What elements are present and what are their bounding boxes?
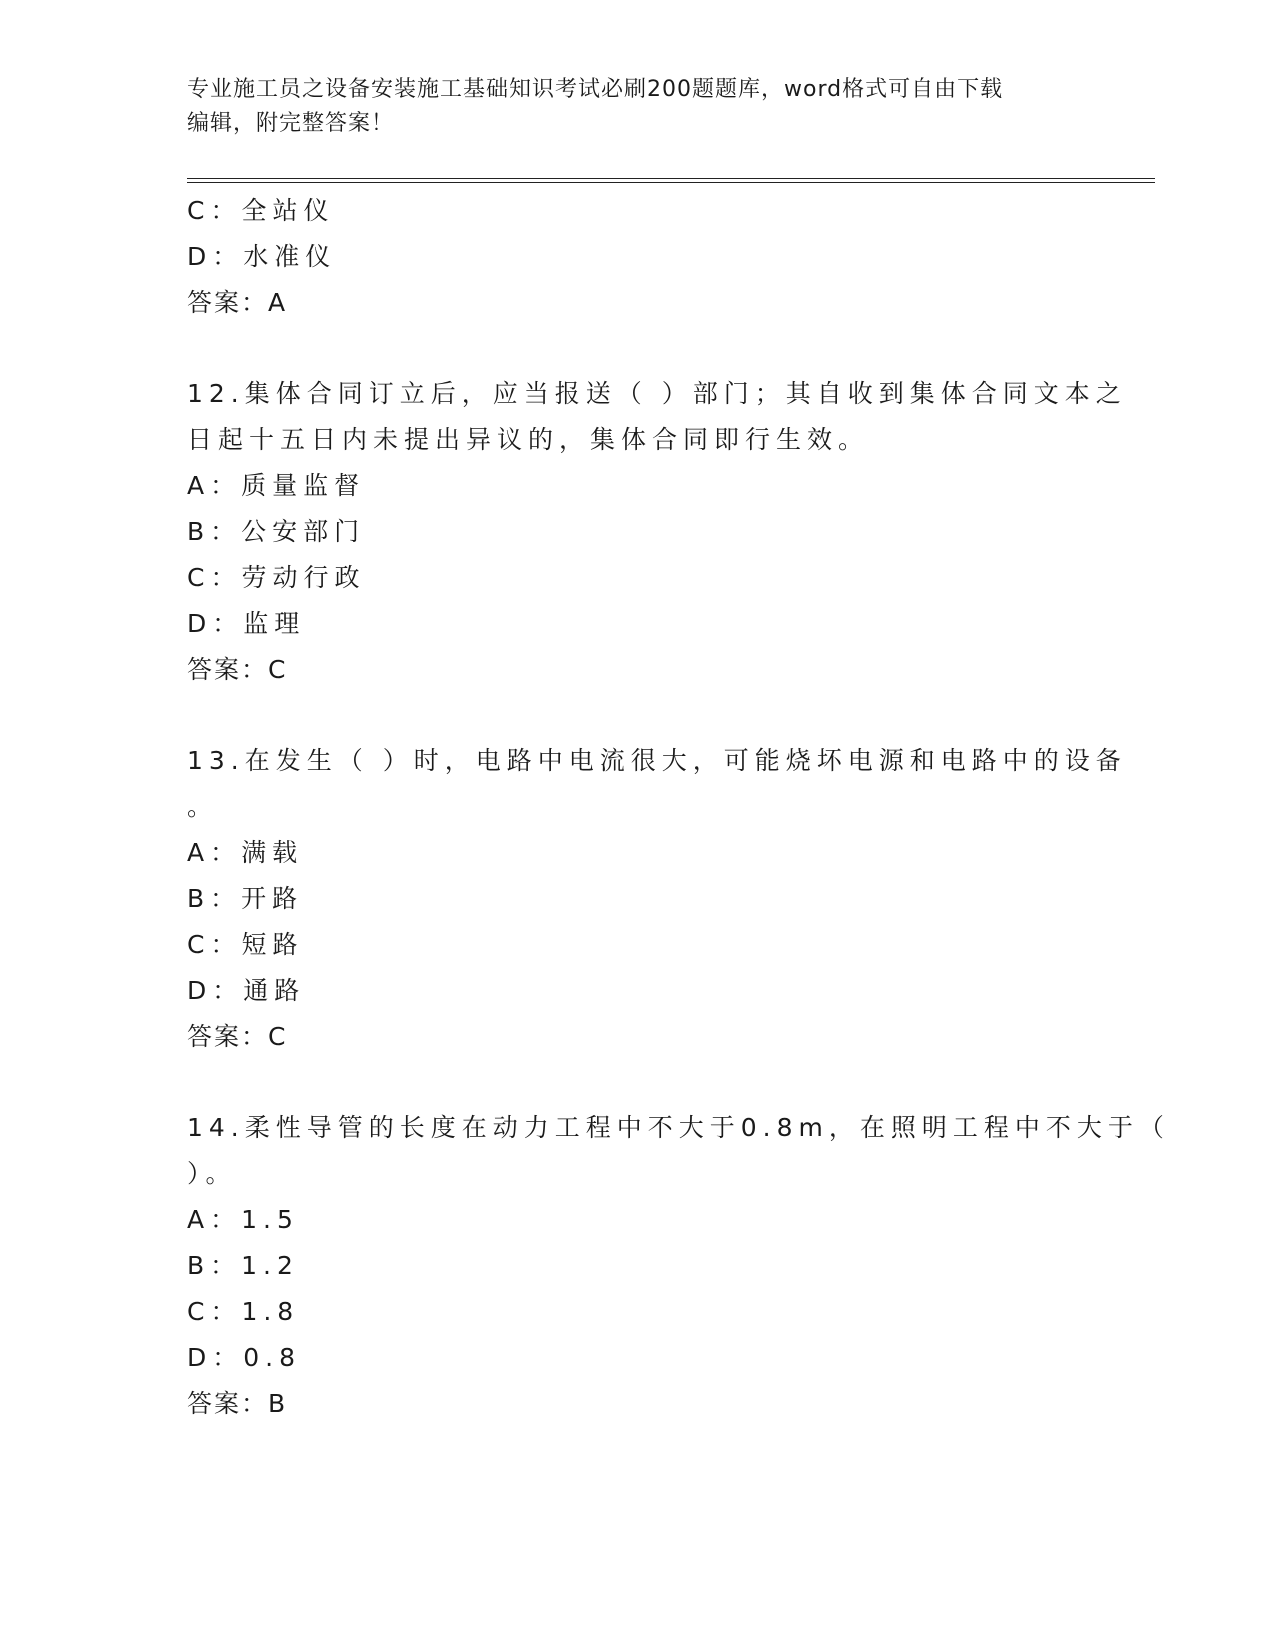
question-text-line: ）。: [187, 1159, 237, 1188]
answer-line: 答案：C: [187, 1022, 288, 1051]
option-c: C：1.8: [187, 1297, 300, 1326]
answer-line: 答案：B: [187, 1389, 288, 1418]
option-b: B：1.2: [187, 1251, 299, 1280]
option-c: C：全站仪: [187, 196, 335, 225]
document-header: [187, 73, 1087, 141]
question-text-line: 14.柔性导管的长度在动力工程中不大于0.8m，在照明工程中不大于（: [187, 1113, 1170, 1142]
question-text-line: 。: [187, 792, 219, 821]
option-d: D：0.8: [187, 1343, 302, 1372]
question-text-line: 12.集体合同订立后，应当报送（ ）部门；其自收到集体合同文本之: [187, 379, 1127, 408]
option-a: A：质量监督: [187, 471, 366, 500]
option-a: A：满载: [187, 838, 304, 867]
answer-line: 答案：A: [187, 288, 288, 317]
header-title-line-2: 编辑，附完整答案！: [187, 111, 395, 136]
previous-question-tail: [187, 188, 1087, 326]
option-c: C：劳动行政: [187, 563, 366, 592]
header-divider: [187, 178, 1155, 183]
option-b: B：开路: [187, 884, 304, 913]
option-d: D：水准仪: [187, 242, 337, 271]
option-d: D：监理: [187, 609, 306, 638]
question-13: [187, 738, 1127, 1060]
option-d: D：通路: [187, 976, 306, 1005]
option-c: C：短路: [187, 930, 304, 959]
question-14: [187, 1105, 1170, 1427]
question-text-line: 13.在发生（ ）时，电路中电流很大，可能烧坏电源和电路中的设备: [187, 746, 1127, 775]
question-12: [187, 371, 1127, 693]
option-a: A：1.5: [187, 1205, 299, 1234]
question-text-line: 日起十五日内未提出异议的，集体合同即行生效。: [187, 425, 870, 454]
header-title-line-1: 专业施工员之设备安装施工基础知识考试必刷200题题库，word格式可自由下载: [187, 77, 1004, 102]
question-content: [187, 188, 1170, 1427]
option-b: B：公安部门: [187, 517, 366, 546]
answer-line: 答案：C: [187, 655, 288, 684]
